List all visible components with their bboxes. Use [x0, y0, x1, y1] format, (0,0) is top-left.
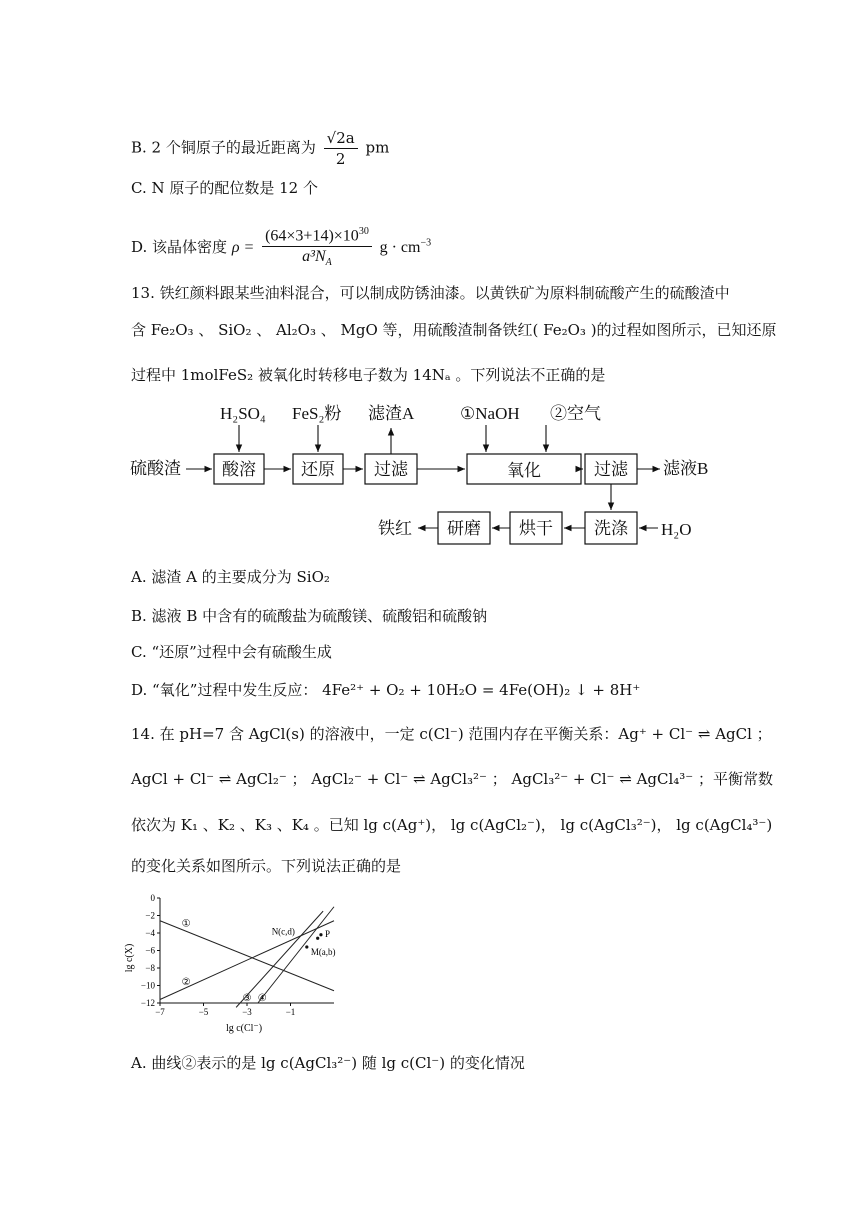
annotation-label: N(c,d): [271, 926, 295, 937]
q13-flowchart: [120, 392, 720, 557]
q13-option-b: B. 滤液 B 中含有的硫酸盐为硫酸镁、硫酸铝和硫酸钠: [131, 607, 488, 625]
q14-stem-line1: 14. 在 pH=7 含 AgCl(s) 的溶液中，一定 c(Cl⁻) 范围内存在平衡关系：Ag⁺ + Cl⁻ ⇌ AgCl ；: [131, 725, 772, 743]
q13-stem-line1: 13. 铁红颜料跟某些油料混合，可以制成防锈油漆。以黄铁矿为原料制硫酸产生的硫酸渣中: [131, 284, 730, 302]
y-tick-label: −12: [140, 998, 155, 1008]
flow-label-dry: 烘干: [519, 519, 553, 538]
flow-h2o: H₂O: [661, 520, 692, 539]
q12-option-b: [131, 128, 389, 169]
density-unit: $g \cdot cm^{-3}$: [379, 237, 432, 256]
flow-label-filter2: 过滤: [594, 460, 628, 479]
q12-option-b-unit: pm: [365, 138, 390, 157]
y-tick-label: −8: [145, 963, 155, 973]
series-label-4: ④: [257, 992, 267, 1004]
q14-chart: [124, 888, 344, 1038]
density-symbol: ρ =: [231, 238, 255, 256]
q12-option-c: C. N 原子的配位数是 12 个: [131, 179, 318, 197]
y-tick-label: −10: [140, 980, 155, 991]
flow-residue-a: 滤渣A: [368, 404, 415, 423]
q13-option-c: C. “还原”过程中会有硫酸生成: [131, 643, 332, 661]
fraction-denominator: $a^3N_A$: [302, 248, 332, 269]
flow-naoh: ①NaOH: [460, 404, 520, 423]
annotation-label: P: [324, 928, 330, 939]
series-label-2: ②: [181, 977, 191, 988]
q12-option-b-text: B. 2 个铜原子的最近距离为: [131, 138, 316, 157]
flow-air: ②空气: [550, 404, 601, 423]
q13-stem-line2: 含 Fe₂O₃ 、 SiO₂ 、 Al₂O₃ 、 MgO 等，用硫酸渣制备铁红( Fe₂O₃ )的过程如图所示，已知还原: [131, 321, 777, 339]
flow-start: 硫酸渣: [130, 459, 181, 478]
fraction-numerator: $(64\times 3+14)\times 10^{30}$: [262, 222, 372, 247]
annotation-point: [319, 933, 322, 936]
q13-stem-line3: 过程中 1molFeS₂ 被氧化时转移电子数为 14Nₐ 。下列说法不正确的是: [131, 366, 606, 384]
q12-option-d-text: D. 该晶体密度: [131, 237, 228, 256]
density-fraction: [262, 222, 372, 274]
flow-product: 铁红: [378, 519, 412, 538]
y-tick-label: −4: [145, 928, 155, 938]
q13-option-d: D. “氧化”过程中发生反应： 4Fe²⁺ + O₂ + 10H₂O = 4Fe(OH)₂ ↓ + 8H⁺: [131, 681, 641, 699]
chart-ylabel: lg c(X): [124, 943, 135, 973]
series-label-1: ①: [181, 918, 191, 930]
q14-stem-line3: 依次为 K₁ 、K₂ 、K₃ 、K₄ 。已知 lg c(Ag⁺)， lg c(AgCl₂⁻)， lg c(AgCl₃²⁻)， lg c(AgCl₄³⁻): [131, 816, 773, 834]
y-tick-label: −2: [145, 910, 155, 921]
annotation-point: [305, 945, 308, 948]
q14-stem-line4: 的变化关系如图所示。下列说法正确的是: [131, 857, 402, 875]
annotation-point: [316, 937, 319, 940]
annotation-label: M(a,b): [310, 947, 336, 957]
flow-label-grind: 研磨: [447, 519, 481, 538]
fraction-numerator: √2a: [324, 128, 358, 149]
flow-label-oxid: 氧化: [507, 461, 541, 480]
y-tick-label: 0: [150, 893, 155, 903]
flow-fes2: FeS₂粉: [292, 404, 342, 423]
flow-h2so4: H₂SO₄: [220, 404, 266, 423]
q14-option-a: A. 曲线②表示的是 lg c(AgCl₃²⁻) 随 lg c(Cl⁻) 的变化情况: [131, 1054, 525, 1072]
x-tick-label: −7: [155, 1007, 165, 1017]
fraction-denominator: 2: [335, 150, 346, 168]
x-tick-label: −5: [198, 1007, 209, 1017]
q14-stem-line2: AgCl + Cl⁻ ⇌ AgCl₂⁻ ； AgCl₂⁻ + Cl⁻ ⇌ AgCl₃²⁻ ； AgCl₃²⁻ + Cl⁻ ⇌ AgCl₄³⁻ ；平衡常数: [131, 770, 773, 788]
y-tick-label: −6: [145, 945, 155, 956]
q12-option-d: [131, 222, 431, 274]
flow-label-wash: 洗涤: [594, 519, 628, 538]
flow-label-filter1: 过滤: [374, 460, 408, 479]
q12-option-b-fraction: [324, 128, 358, 169]
series-label-3: ③: [242, 992, 252, 1004]
flow-filtrate-b: 滤液B: [663, 459, 709, 478]
chart-xlabel: lg c(Cl⁻): [225, 1023, 263, 1034]
flow-label-reduce: 还原: [301, 460, 335, 479]
flow-label-acid: 酸溶: [222, 460, 256, 479]
x-tick-label: −3: [242, 1007, 252, 1017]
x-tick-label: −1: [285, 1007, 296, 1017]
q13-option-a: A. 滤渣 A 的主要成分为 SiO₂: [131, 568, 330, 586]
